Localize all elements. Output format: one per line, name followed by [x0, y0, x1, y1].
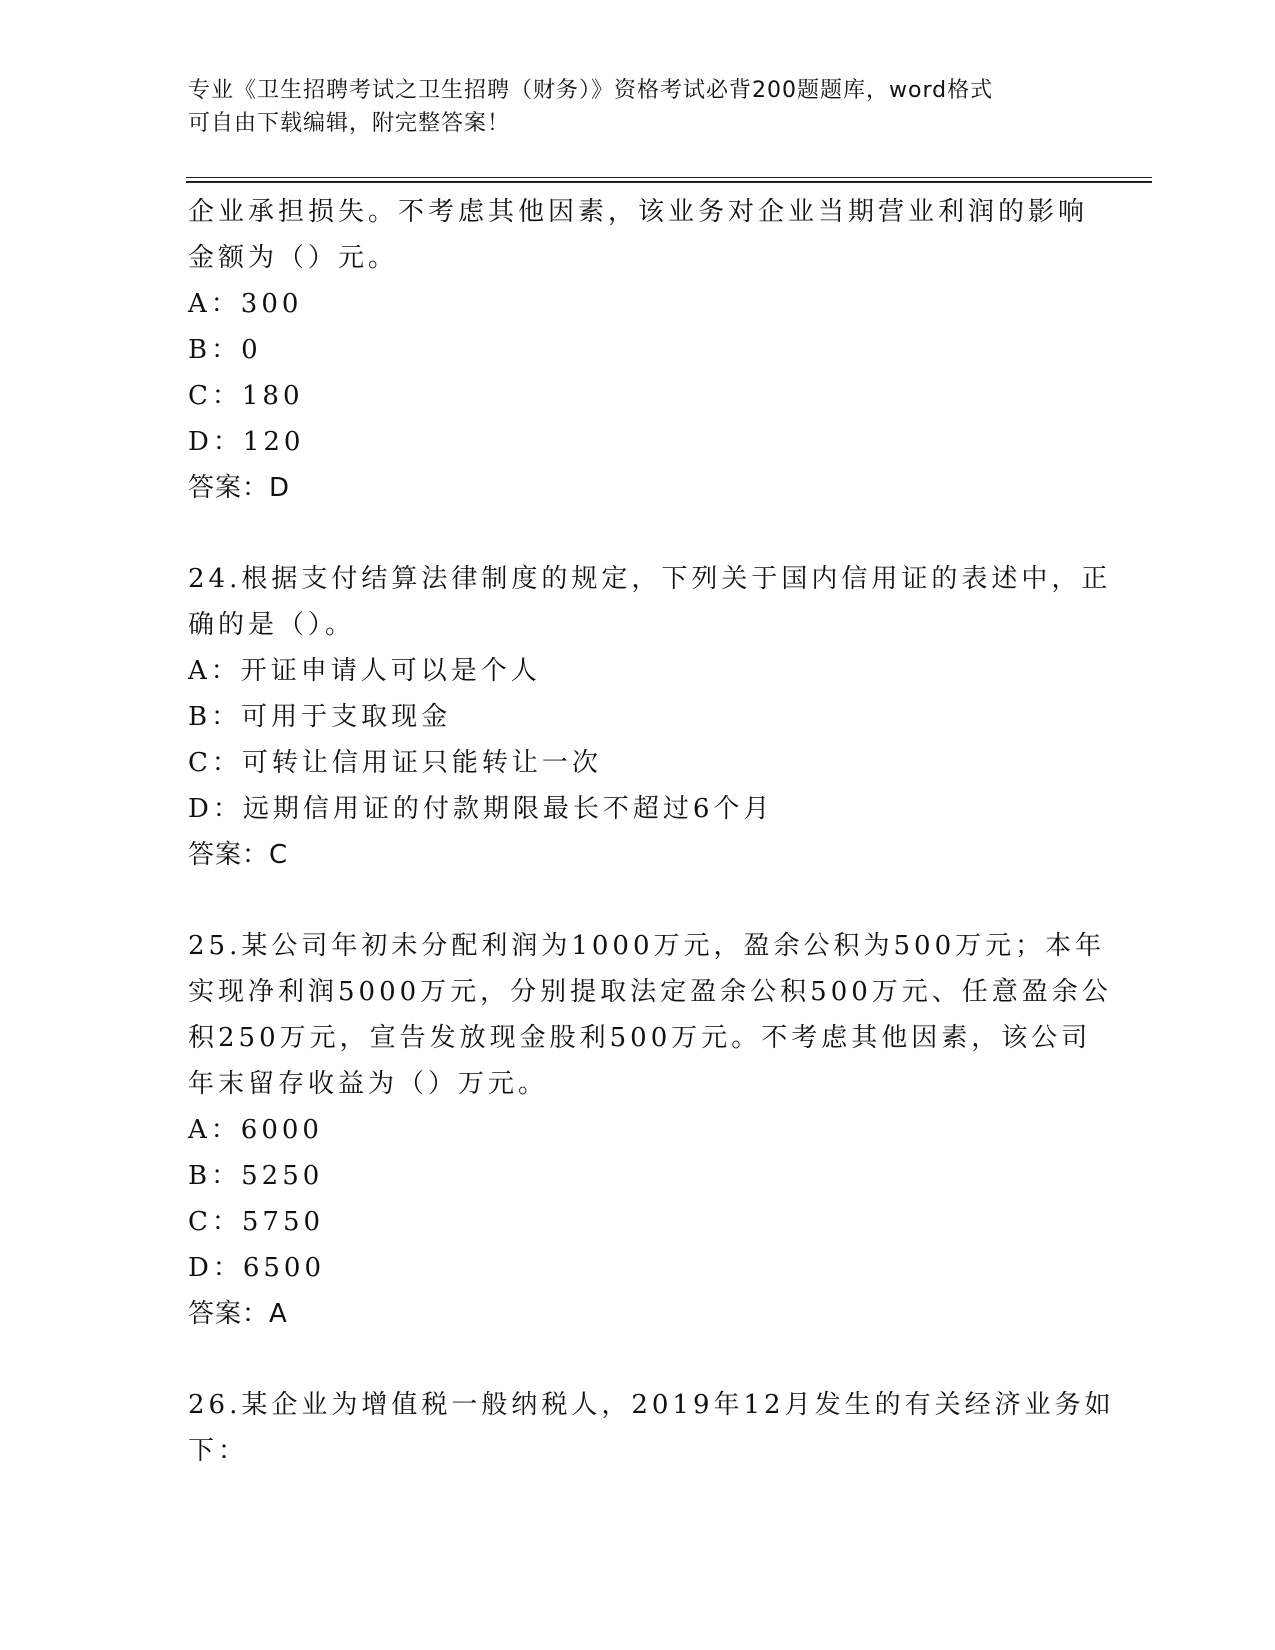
answer: 答案：D — [188, 473, 291, 503]
option-d: D：120 — [188, 427, 305, 457]
question-stem: 积250万元，宣告发放现金股利500万元。不考虑其他因素，该公司 — [188, 1023, 1092, 1053]
question-stem: 24.根据支付结算法律制度的规定，下列关于国内信用证的表述中，正 — [188, 564, 1112, 594]
question-stem: 下： — [188, 1436, 249, 1466]
header-title-line2: 可自由下载编辑，附完整答案！ — [188, 111, 511, 136]
option-b: B：5250 — [188, 1161, 324, 1191]
question-stem: 26.某企业为增值税一般纳税人，2019年12月发生的有关经济业务如 — [188, 1390, 1115, 1420]
option-c: C：可转让信用证只能转让一次 — [188, 748, 602, 778]
question-stem: 实现净利润5000万元，分别提取法定盈余公积500万元、任意盈余公 — [188, 977, 1112, 1007]
answer: 答案：C — [188, 840, 289, 870]
option-a: A：6000 — [188, 1115, 323, 1145]
question-25 — [188, 923, 1112, 1337]
header-divider-thin — [186, 177, 1152, 178]
header-title-line1: 专业《卫生招聘考试之卫生招聘（财务）》资格考试必背200题题库，word格式 — [188, 78, 994, 103]
question-26 — [188, 1382, 1115, 1474]
header-divider-thick — [186, 181, 1152, 183]
option-c: C：5750 — [188, 1207, 325, 1237]
option-d: D：6500 — [188, 1253, 326, 1283]
question-stem: 确的是（）。 — [188, 610, 356, 640]
question-stem: 年末留存收益为（）万元。 — [188, 1069, 549, 1099]
option-b: B：可用于支取现金 — [188, 702, 452, 732]
document-header — [188, 74, 1068, 140]
question-stem: 企业承担损失。不考虑其他因素，该业务对企业当期营业利润的影响 — [188, 197, 1089, 227]
option-b: B：0 — [188, 335, 262, 365]
question-23 — [188, 189, 1088, 511]
question-24 — [188, 556, 1112, 878]
option-a: A：300 — [188, 289, 303, 319]
option-d: D：远期信用证的付款期限最长不超过6个月 — [188, 794, 774, 824]
question-stem: 25.某公司年初未分配利润为1000万元，盈余公积为500万元；本年 — [188, 931, 1106, 961]
question-list — [188, 189, 1115, 1474]
question-stem: 金额为（）元。 — [188, 243, 399, 273]
option-a: A：开证申请人可以是个人 — [188, 656, 541, 686]
option-c: C：180 — [188, 381, 304, 411]
answer: 答案：A — [188, 1299, 288, 1329]
